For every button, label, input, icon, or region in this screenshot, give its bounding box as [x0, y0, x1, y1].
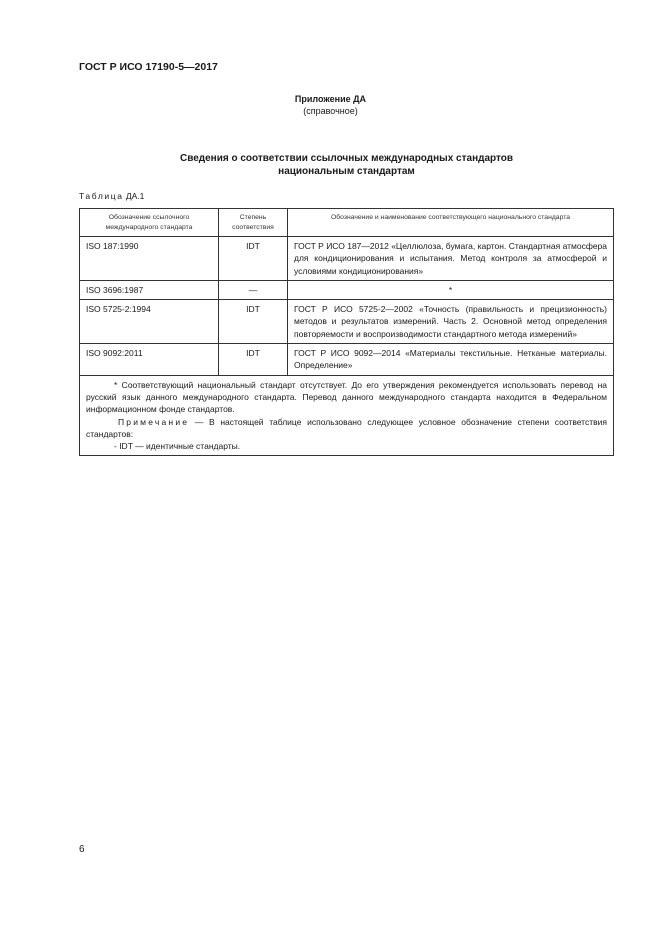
footnote-text: * Соответствующий национальный стандарт отсутствует. До его утверждения рекомендуется использовать перевод на русский язык данного международного стандарта. Перевод данного международного стандарта находится в Федеральном информационном фонде стандартов.	[86, 379, 607, 415]
page-number: 6	[79, 844, 85, 855]
cell-national: *	[288, 280, 614, 299]
cell-national: ГОСТ Р ИСО 9092—2014 «Материалы текстильные. Нетканые материалы. Определение»	[288, 344, 614, 376]
cell-intl: ISO 9092:2011	[80, 344, 219, 376]
cell-degree: —	[219, 280, 288, 299]
document-code: ГОСТ Р ИСО 17190-5—2017	[79, 61, 218, 73]
heading-line-2: национальным стандартам	[278, 166, 415, 177]
table-caption-number: ДА.1	[123, 191, 145, 201]
table-caption-word: Таблица	[79, 191, 124, 201]
table-footnote-row	[80, 375, 614, 456]
annex-block	[0, 93, 661, 117]
cell-national: ГОСТ Р ИСО 187—2012 «Целлюлоза, бумага, картон. Стандартная атмосфера для кондиционирования и испытания. Метод контроля за атмосферой и условиями кондиционирования»	[288, 237, 614, 281]
cell-intl: ISO 5725-2:1994	[80, 300, 219, 344]
cell-degree: IDT	[219, 344, 288, 376]
section-heading	[79, 152, 614, 178]
note-item: - IDT — идентичные стандарты.	[114, 441, 241, 452]
correspondence-table	[79, 208, 614, 456]
cell-degree: IDT	[219, 237, 288, 281]
table-row	[80, 300, 614, 344]
cell-intl: ISO 3696:1987	[80, 280, 219, 299]
cell-intl: ISO 187:1990	[80, 237, 219, 281]
annex-subtitle: (справочное)	[303, 106, 358, 116]
note-text: — В настоящей таблице использовано следующее условное обозначение степени соответствия стандартов:	[86, 416, 607, 439]
cell-national: ГОСТ Р ИСО 5725-2—2002 «Точность (правильность и прецизионность) методов и результатов измерений. Часть 2. Основной метод определения повторяемости и воспроизводимости стандартного метода измерений»	[288, 300, 614, 344]
table-row	[80, 237, 614, 281]
header-national-standard: Обозначение и наименование соответствующего национального стандарта	[288, 209, 614, 237]
table-header-row	[80, 209, 614, 237]
table-caption	[79, 191, 144, 201]
annex-title: Приложение ДА	[294, 94, 367, 104]
table-footnote-cell	[80, 375, 614, 456]
header-international-standard: Обозначение ссылочного международного стандарта	[80, 209, 219, 237]
cell-degree: IDT	[219, 300, 288, 344]
note-paragraph	[86, 416, 607, 441]
heading-line-1: Сведения о соответствии ссылочных международных стандартов	[179, 153, 514, 164]
header-degree: Степень соответствия	[219, 209, 288, 237]
note-label: Примечание	[118, 416, 190, 427]
table-row	[80, 280, 614, 299]
table-row	[80, 344, 614, 376]
